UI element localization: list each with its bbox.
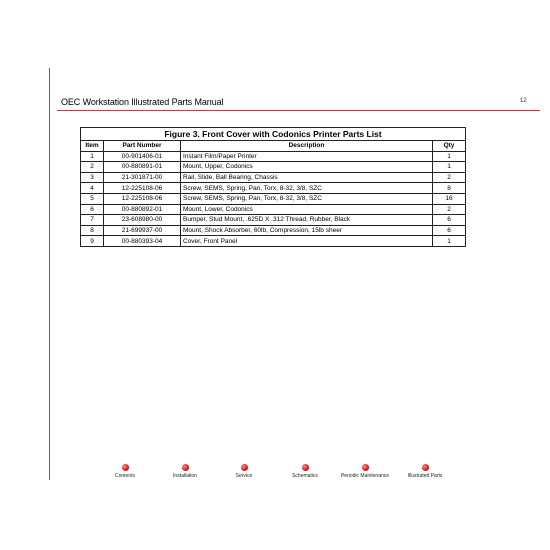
cell-description: Cover, Front Panel [181, 236, 433, 247]
cell-description: Mount, Upper, Codonics [181, 162, 433, 173]
cell-description: Bumper, Stud Mount, .625D X .312 Thread, Rubber, Black [181, 215, 433, 226]
manual-title: OEC Workstation Illustrated Parts Manual [61, 97, 224, 107]
cell-description: Instant Film/Paper Printer [181, 151, 433, 162]
cell-item: 9 [81, 236, 104, 247]
cell-part-number: 00-880393-04 [104, 236, 181, 247]
cell-qty: 1 [433, 162, 466, 173]
vertical-margin-rule [49, 68, 50, 480]
nav-label[interactable]: Schematics [292, 473, 318, 479]
cell-item: 2 [81, 162, 104, 173]
table-row [81, 215, 466, 226]
red-dot-icon[interactable] [422, 464, 429, 471]
cell-qty: 1 [433, 236, 466, 247]
page-number: 12 [520, 98, 527, 104]
cell-qty: 6 [433, 225, 466, 236]
table-row [81, 193, 466, 204]
cell-description: Mount, Lower, Codonics [181, 204, 433, 215]
cell-item: 7 [81, 215, 104, 226]
table-caption: Figure 3. Front Cover with Codonics Printer Parts List [80, 127, 466, 140]
cell-part-number: 00-880891-01 [104, 162, 181, 173]
table-row [81, 204, 466, 215]
cell-item: 4 [81, 183, 104, 194]
column-header-item: Item [81, 141, 104, 152]
cell-part-number: 00-901406-01 [104, 151, 181, 162]
table-row [81, 236, 466, 247]
column-header-qty: Qty [433, 141, 466, 152]
table-row [81, 225, 466, 236]
cell-qty: 8 [433, 183, 466, 194]
red-dot-icon[interactable] [362, 464, 369, 471]
table-row [81, 151, 466, 162]
cell-part-number: 21-301871-00 [104, 172, 181, 183]
cell-qty: 2 [433, 172, 466, 183]
cell-item: 3 [81, 172, 104, 183]
cell-item: 5 [81, 193, 104, 204]
nav-label[interactable]: Periodic Maintenance [340, 473, 390, 479]
cell-description: Screw, SEMS, Spring, Pan, Torx, 8-32, 3/8, SZC [181, 183, 433, 194]
column-header-description: Description [181, 141, 433, 152]
cell-item: 1 [81, 151, 104, 162]
cell-item: 8 [81, 225, 104, 236]
cell-qty: 2 [433, 204, 466, 215]
red-dot-icon[interactable] [122, 464, 129, 471]
cell-part-number: 12-225108-06 [104, 193, 181, 204]
column-header-part-number: Part Number [104, 141, 181, 152]
cell-item: 6 [81, 204, 104, 215]
table-header-row [81, 141, 466, 152]
table-row [81, 172, 466, 183]
cell-qty: 16 [433, 193, 466, 204]
red-dot-icon[interactable] [302, 464, 309, 471]
nav-label[interactable]: Illustrated Parts [407, 473, 443, 479]
cell-qty: 1 [433, 151, 466, 162]
bottom-navigation [0, 464, 550, 484]
nav-label[interactable]: Service [235, 473, 253, 479]
cell-part-number: 23-608980-00 [104, 215, 181, 226]
table-row [81, 162, 466, 173]
cell-part-number: 00-880892-01 [104, 204, 181, 215]
cell-part-number: 12-225108-06 [104, 183, 181, 194]
nav-label[interactable]: Installation [173, 473, 197, 479]
nav-label[interactable]: Contents [114, 473, 135, 479]
cell-description: Rail, Slide, Ball Bearing, Chassis [181, 172, 433, 183]
nav-link-illustrated-parts[interactable] [385, 464, 465, 479]
parts-list-table [80, 127, 466, 247]
cell-part-number: 21-699937-00 [104, 225, 181, 236]
cell-qty: 6 [433, 215, 466, 226]
cell-description: Screw, SEMS, Spring, Pan, Torx, 8-32, 3/8, SZC [181, 193, 433, 204]
header-rule [57, 110, 540, 111]
red-dot-icon[interactable] [182, 464, 189, 471]
red-dot-icon[interactable] [241, 464, 248, 471]
table-row [81, 183, 466, 194]
cell-description: Mount, Shock Absorber, 60lb, Compression, 15lb sheer [181, 225, 433, 236]
